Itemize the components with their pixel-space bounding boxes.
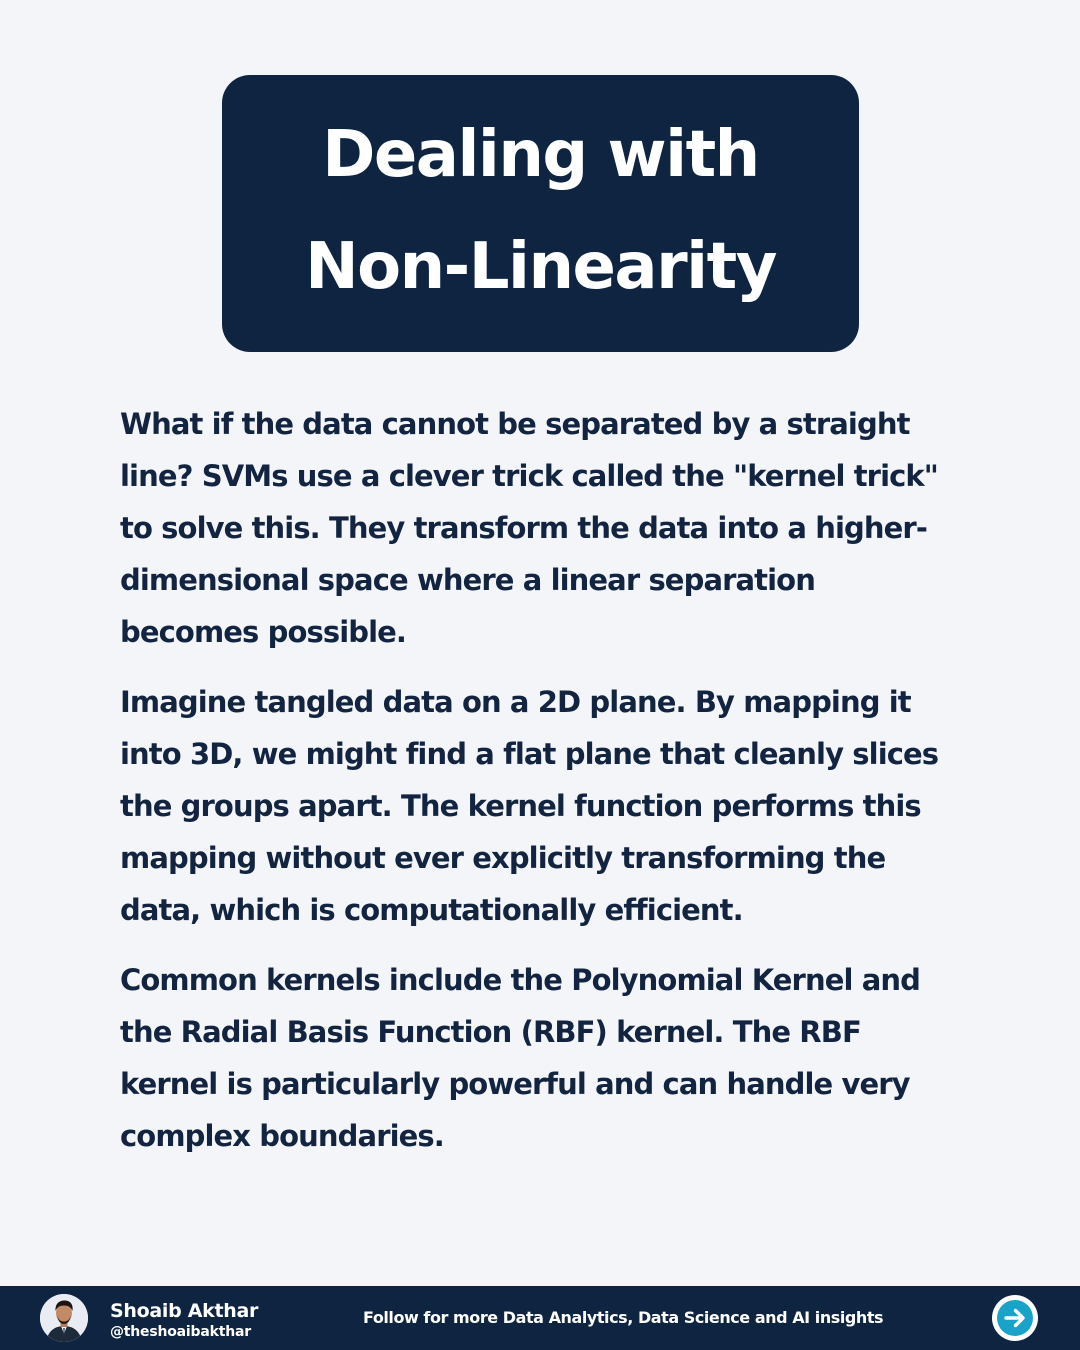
footer-bar <box>0 1286 1080 1350</box>
title-line-1: Dealing with <box>322 117 759 192</box>
avatar-portrait-icon <box>40 1294 88 1342</box>
next-button[interactable] <box>992 1295 1038 1341</box>
arrow-right-circle-icon <box>992 1295 1038 1341</box>
title-line-2: Non-Linearity <box>305 229 776 304</box>
body-text <box>120 398 950 1180</box>
title-card <box>222 75 859 352</box>
paragraph-kernel-trick: What if the data cannot be separated by a straight line? SVMs use a clever trick called the "kernel trick" to solve this. They transform the data into a higher-dimensional space where a linear separation becomes possible. <box>120 407 939 649</box>
author-name: Shoaib Akthar <box>110 1300 259 1322</box>
follow-cta: Follow for more Data Analytics, Data Science and AI insights <box>363 1308 884 1327</box>
paragraph-common-kernels: Common kernels include the Polynomial Kernel and the Radial Basis Function (RBF) kernel. The RBF kernel is particularly powerful and can handle very complex boundaries. <box>120 963 920 1153</box>
paragraph-2d-to-3d: Imagine tangled data on a 2D plane. By mapping it into 3D, we might find a flat plane that cleanly slices the groups apart. The kernel function performs this mapping without ever explicitly transforming the data, which is computationally efficient. <box>120 685 939 927</box>
author-handle: @theshoaibakthar <box>110 1324 251 1340</box>
avatar <box>40 1294 88 1342</box>
